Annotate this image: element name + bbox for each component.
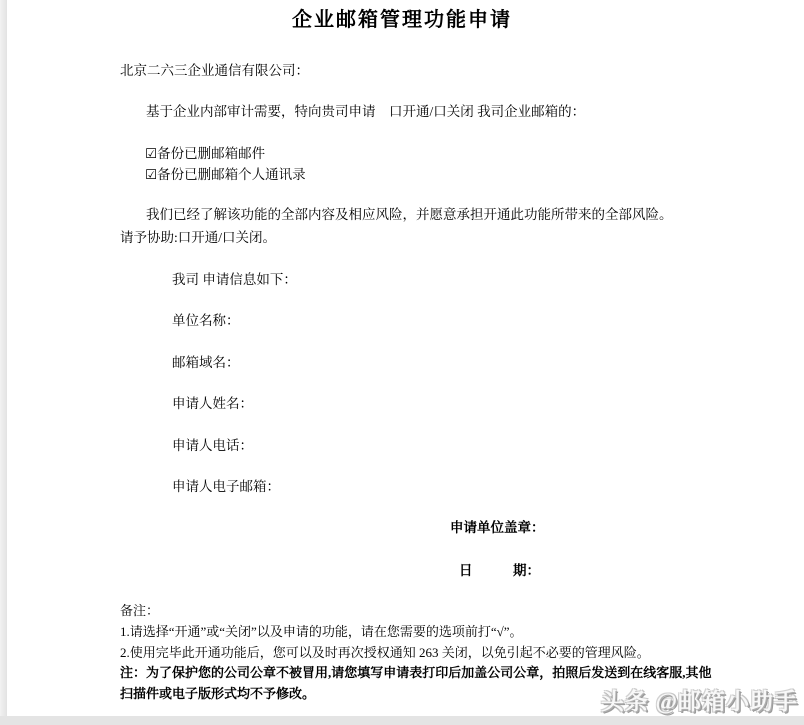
- field-applicant-email: 申请人电子邮箱：: [172, 479, 280, 494]
- checkbox-row-backup-deleted-mail: [145, 146, 265, 163]
- window-edge-left: [0, 0, 7, 725]
- field-applicant-name: 申请人姓名：: [172, 396, 253, 411]
- field-company-name: 单位名称：: [172, 313, 240, 328]
- checked-checkbox-icon: ☑: [145, 146, 158, 162]
- warning-note-line-2: 扫描件或电子版形式均不予修改。: [120, 686, 316, 701]
- warning-note-line-1: 注：为了保护您的公司公章不被冒用,请您填写申请表打印后加盖公司公章，拍照后发送到在线客服,其他: [120, 665, 712, 680]
- checkbox-row-backup-deleted-contacts: [145, 167, 306, 184]
- application-info-header: 我司 申请信息如下：: [172, 272, 297, 287]
- company-stamp-label: 申请单位盖章：: [450, 520, 545, 535]
- note-item-1: 1.请选择“开通”或“关闭”以及申请的功能，请在您需要的选项前打“√”。: [120, 624, 523, 639]
- date-label: 日 期：: [459, 563, 540, 578]
- field-applicant-phone: 申请人电话：: [172, 438, 253, 453]
- toutiao-watermark: 头条 @邮箱小助手: [600, 689, 798, 714]
- assist-request-line: 请予协助:口开通/口关闭。: [120, 230, 277, 245]
- document-title: 企业邮箱管理功能申请: [292, 9, 512, 31]
- checkbox-label: 备份已删邮箱个人通讯录: [157, 167, 306, 182]
- notes-title: 备注：: [120, 603, 160, 618]
- window-edge-bottom: [0, 716, 804, 725]
- addressee-line: 北京二六三企业通信有限公司：: [120, 63, 309, 78]
- risk-statement: 我们已经了解该功能的全部内容及相应风险，并愿意承担开通此功能所带来的全部风险。: [146, 207, 673, 222]
- note-item-2: 2.使用完毕此开通功能后，您可以及时再次授权通知 263 关闭，以免引起不必要的管理风险。: [120, 645, 650, 660]
- checkbox-label: 备份已删邮箱邮件: [157, 146, 266, 161]
- checked-checkbox-icon: ☑: [145, 167, 158, 183]
- field-mail-domain: 邮箱域名：: [172, 355, 240, 370]
- intro-paragraph: 基于企业内部审计需要，特向贵司申请 口开通/口关闭 我司企业邮箱的：: [146, 104, 586, 119]
